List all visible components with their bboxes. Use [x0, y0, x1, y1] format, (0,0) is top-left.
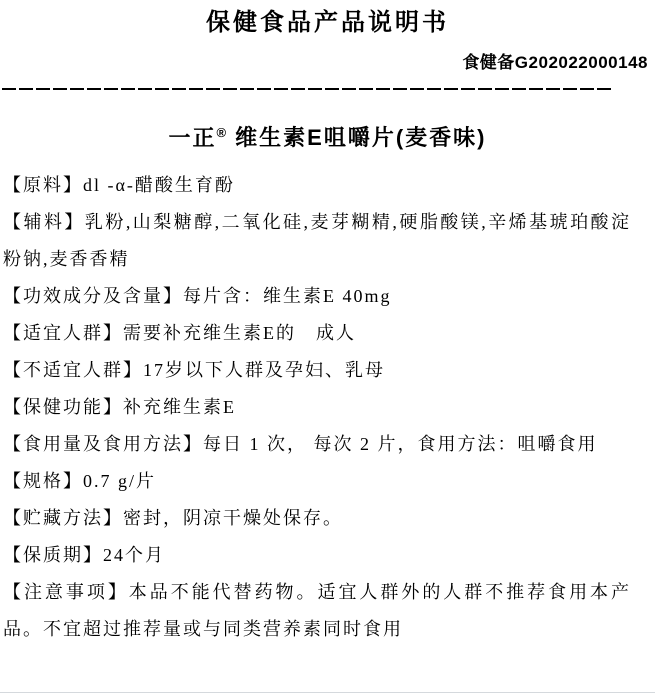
section-content: 乳粉,山梨糖醇,二氧化硅,麦芽糊精,硬脂酸镁,辛烯基琥珀酸淀粉钠,麦香香精 [3, 212, 632, 270]
registered-trademark-symbol: ® [216, 125, 227, 140]
section-dosage-and-usage [3, 426, 631, 463]
product-name-text: 维生素E咀嚼片(麦香味) [235, 125, 487, 151]
section-specification [3, 463, 631, 500]
section-label: 【原料】 [3, 175, 83, 196]
leaflet-body [0, 167, 655, 648]
section-precautions [3, 574, 631, 648]
bottom-border-line [0, 692, 655, 693]
section-shelf-life [3, 537, 631, 574]
section-content: 17岁以下人群及孕妇、乳母 [143, 360, 385, 381]
section-content: dl -α-醋酸生育酚 [83, 175, 235, 196]
section-excipients [3, 204, 631, 278]
section-unsuitable-people [3, 352, 631, 389]
dashed-divider [2, 88, 611, 90]
section-content: 24个月 [103, 545, 165, 566]
section-content: 补充维生素E [123, 397, 236, 418]
section-content: 本品不能代替药物。适宜人群外的人群不推荐食用本产品。不宜超过推荐量或与同类营养素同时食用 [3, 582, 632, 640]
section-raw-materials [3, 167, 631, 204]
section-label: 【规格】 [3, 471, 83, 492]
section-label: 【保健功能】 [3, 397, 123, 418]
section-active-ingredients [3, 278, 631, 315]
section-label: 【贮藏方法】 [3, 508, 123, 529]
section-suitable-people [3, 315, 631, 352]
section-label: 【适宜人群】 [3, 323, 123, 344]
registration-number: 食健备G202022000148 [462, 53, 648, 72]
brand-name: 一正 [168, 125, 217, 151]
section-label: 【食用量及食用方法】 [3, 434, 203, 455]
section-content: 需要补充维生素E的 成人 [123, 323, 356, 344]
section-content: 每片含：维生素E 40mg [183, 286, 392, 307]
product-leaflet-page [0, 10, 655, 696]
section-label: 【不适宜人群】 [3, 360, 143, 381]
section-content: 密封，阴凉干燥处保存。 [123, 508, 343, 529]
section-label: 【功效成分及含量】 [3, 286, 183, 307]
section-label: 【保质期】 [3, 545, 103, 566]
section-label: 【辅料】 [3, 212, 85, 233]
section-content: 0.7 g/片 [83, 471, 157, 492]
page-title: 保健食品产品说明书 [206, 9, 449, 36]
product-name [0, 120, 655, 151]
section-label: 【注意事项】 [3, 582, 129, 603]
section-health-function [3, 389, 631, 426]
section-content: 每日 1 次， 每次 2 片，食用方法：咀嚼食用 [203, 434, 598, 455]
section-storage-method [3, 500, 631, 537]
